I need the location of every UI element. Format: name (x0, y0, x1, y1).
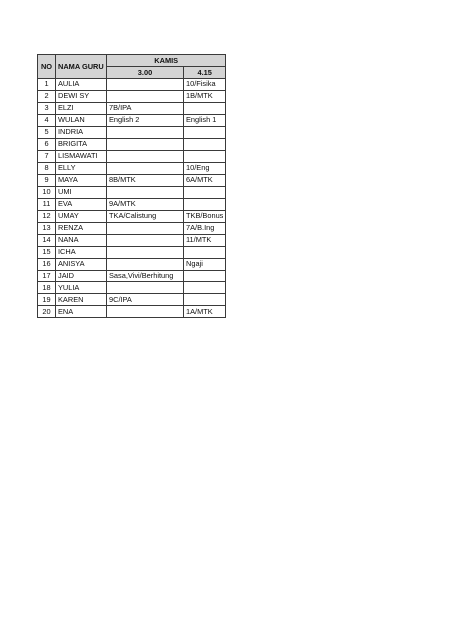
slot-2-entry[interactable] (184, 138, 226, 150)
row-number[interactable]: 14 (38, 234, 56, 246)
slot-1-entry[interactable] (107, 246, 184, 258)
slot-1-entry[interactable]: 9C/IPA (107, 294, 184, 306)
slot-2-entry[interactable]: 7A/B.Ing (184, 222, 226, 234)
slot-2-entry[interactable] (184, 282, 226, 294)
row-number[interactable]: 7 (38, 150, 56, 162)
slot-2-entry[interactable]: 1B/MTK (184, 90, 226, 102)
row-number[interactable]: 13 (38, 222, 56, 234)
teacher-name[interactable]: UMI (56, 186, 107, 198)
header-row (38, 55, 226, 67)
slot-2-entry[interactable] (184, 102, 226, 114)
row-number[interactable]: 20 (38, 306, 56, 318)
teacher-name[interactable]: MAYA (56, 174, 107, 186)
slot-1-entry[interactable] (107, 234, 184, 246)
slot-1-entry[interactable]: TKA/Calistung (107, 210, 184, 222)
row-number[interactable]: 9 (38, 174, 56, 186)
schedule-table (37, 54, 226, 318)
table-row (38, 270, 226, 282)
teacher-name[interactable]: EVA (56, 198, 107, 210)
slot-2-entry[interactable] (184, 270, 226, 282)
slot-2-entry[interactable]: 6A/MTK (184, 174, 226, 186)
table-row (38, 150, 226, 162)
row-number[interactable]: 18 (38, 282, 56, 294)
row-number[interactable]: 4 (38, 114, 56, 126)
slot-2-entry[interactable] (184, 246, 226, 258)
teacher-name[interactable]: YULIA (56, 282, 107, 294)
table-row (38, 198, 226, 210)
row-number[interactable]: 8 (38, 162, 56, 174)
row-number[interactable]: 2 (38, 90, 56, 102)
header-day: KAMIS (107, 55, 226, 67)
row-number[interactable]: 11 (38, 198, 56, 210)
row-number[interactable]: 1 (38, 79, 56, 91)
teacher-name[interactable]: ICHA (56, 246, 107, 258)
row-number[interactable]: 15 (38, 246, 56, 258)
row-number[interactable]: 6 (38, 138, 56, 150)
row-number[interactable]: 19 (38, 294, 56, 306)
slot-2-entry[interactable] (184, 150, 226, 162)
slot-1-entry[interactable]: Sasa,Vivi/Berhitung (107, 270, 184, 282)
teacher-name[interactable]: KAREN (56, 294, 107, 306)
slot-1-entry[interactable]: English 2 (107, 114, 184, 126)
slot-1-entry[interactable] (107, 150, 184, 162)
slot-2-entry[interactable]: TKB/Bonus (184, 210, 226, 222)
slot-2-entry[interactable]: 10/Fisika (184, 79, 226, 91)
table-body (38, 79, 226, 318)
table-row (38, 234, 226, 246)
header-slot-2: 4.15 (184, 67, 226, 79)
slot-1-entry[interactable]: 7B/IPA (107, 102, 184, 114)
teacher-name[interactable]: BRIGITA (56, 138, 107, 150)
slot-1-entry[interactable] (107, 126, 184, 138)
table-row (38, 282, 226, 294)
slot-2-entry[interactable]: 11/MTK (184, 234, 226, 246)
teacher-name[interactable]: ELLY (56, 162, 107, 174)
slot-1-entry[interactable] (107, 222, 184, 234)
teacher-name[interactable]: NANA (56, 234, 107, 246)
teacher-name[interactable]: INDRIA (56, 126, 107, 138)
slot-2-entry[interactable]: English 1 (184, 114, 226, 126)
slot-1-entry[interactable] (107, 79, 184, 91)
table-row (38, 258, 226, 270)
table-row (38, 210, 226, 222)
row-number[interactable]: 5 (38, 126, 56, 138)
table-row (38, 186, 226, 198)
row-number[interactable]: 10 (38, 186, 56, 198)
table-row (38, 114, 226, 126)
slot-1-entry[interactable] (107, 186, 184, 198)
slot-1-entry[interactable] (107, 306, 184, 318)
teacher-name[interactable]: RENZA (56, 222, 107, 234)
row-number[interactable]: 17 (38, 270, 56, 282)
slot-2-entry[interactable] (184, 294, 226, 306)
table-row (38, 246, 226, 258)
table-row (38, 79, 226, 91)
slot-1-entry[interactable] (107, 162, 184, 174)
row-number[interactable]: 12 (38, 210, 56, 222)
slot-1-entry[interactable] (107, 258, 184, 270)
table-row (38, 90, 226, 102)
slot-1-entry[interactable] (107, 138, 184, 150)
slot-2-entry[interactable]: 1A/MTK (184, 306, 226, 318)
teacher-name[interactable]: UMAY (56, 210, 107, 222)
table-row (38, 306, 226, 318)
slot-1-entry[interactable] (107, 282, 184, 294)
teacher-name[interactable]: ELZI (56, 102, 107, 114)
table-row (38, 138, 226, 150)
teacher-name[interactable]: AULIA (56, 79, 107, 91)
table-row (38, 222, 226, 234)
table-row (38, 174, 226, 186)
teacher-name[interactable]: WULAN (56, 114, 107, 126)
slot-2-entry[interactable]: Ngaji (184, 258, 226, 270)
slot-1-entry[interactable] (107, 90, 184, 102)
slot-1-entry[interactable]: 9A/MTK (107, 198, 184, 210)
slot-2-entry[interactable]: 10/Eng (184, 162, 226, 174)
table-row (38, 162, 226, 174)
table-row (38, 102, 226, 114)
teacher-name[interactable]: LISMAWATI (56, 150, 107, 162)
slot-2-entry[interactable] (184, 186, 226, 198)
table-row (38, 294, 226, 306)
slot-2-entry[interactable] (184, 198, 226, 210)
header-no: NO (38, 55, 56, 79)
header-slot-1: 3.00 (107, 67, 184, 79)
row-number[interactable]: 16 (38, 258, 56, 270)
teacher-name[interactable]: ANISYA (56, 258, 107, 270)
header-name: NAMA GURU (56, 55, 107, 79)
row-number[interactable]: 3 (38, 102, 56, 114)
teacher-name[interactable]: ENA (56, 306, 107, 318)
slot-2-entry[interactable] (184, 126, 226, 138)
teacher-name[interactable]: JAID (56, 270, 107, 282)
table-row (38, 126, 226, 138)
teacher-name[interactable]: DEWI SY (56, 90, 107, 102)
slot-1-entry[interactable]: 8B/MTK (107, 174, 184, 186)
